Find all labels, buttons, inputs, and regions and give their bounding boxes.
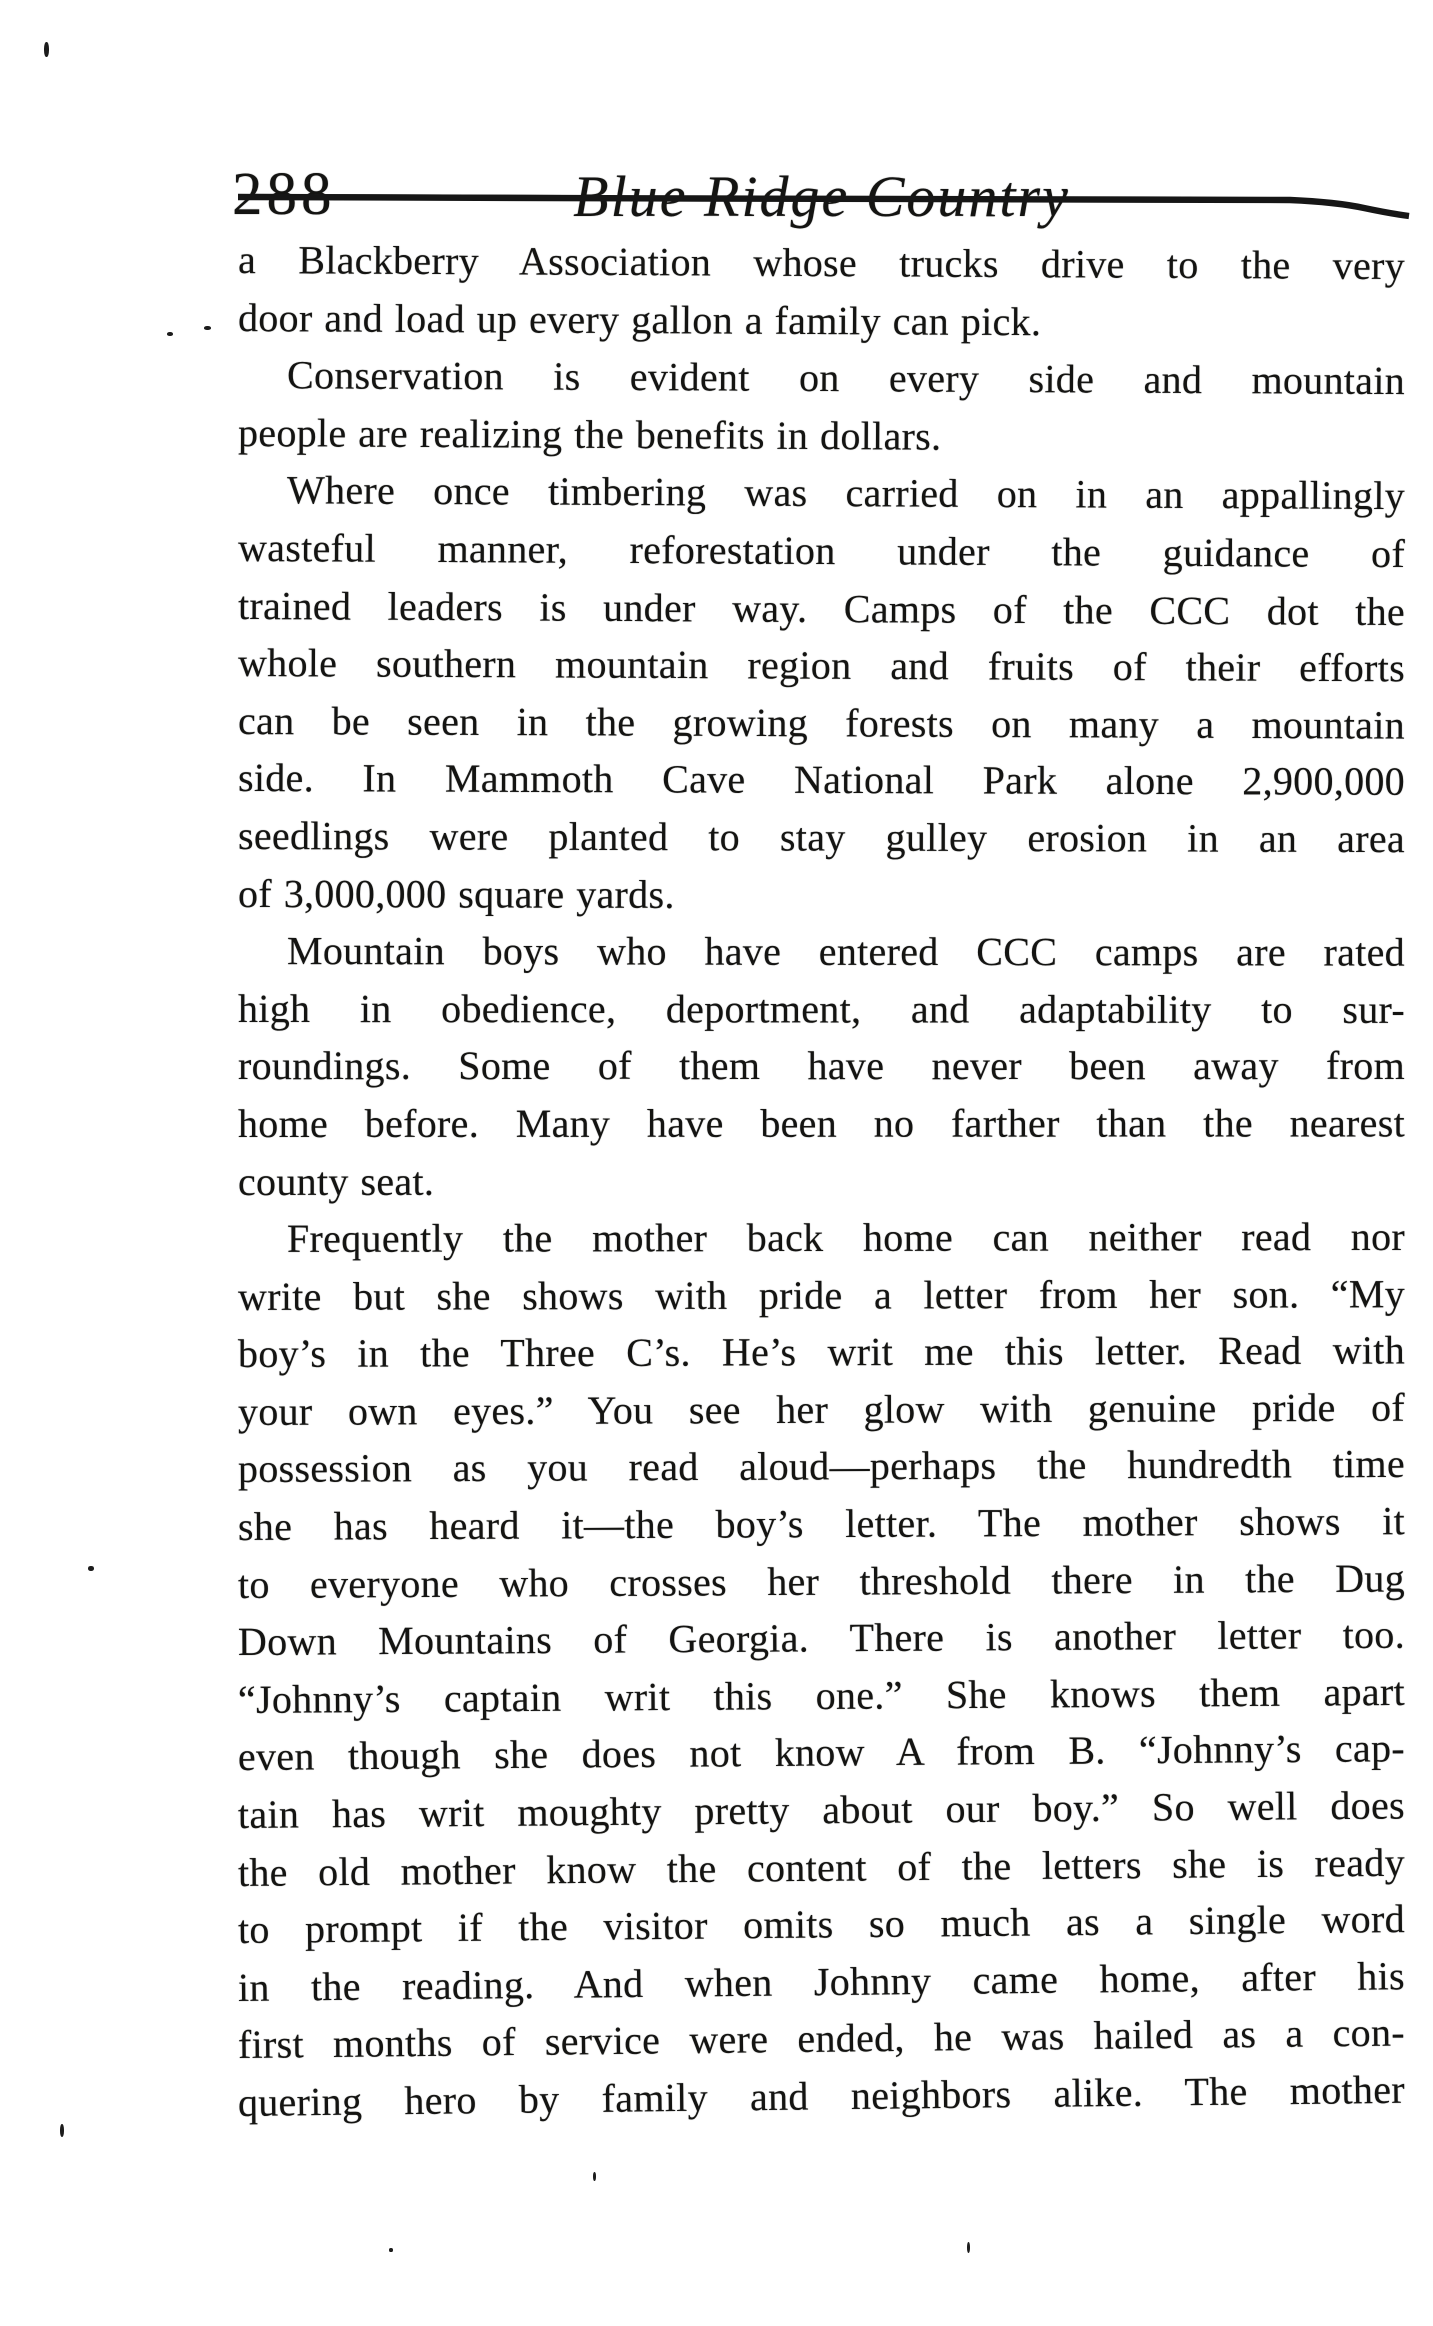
text-block <box>238 231 1405 2132</box>
text-line: door and load up every gallon a family can pick. <box>237 294 1042 344</box>
text-line: home before. Many have been no farther than the nearest <box>237 1100 1406 1146</box>
scan-speck <box>967 2242 970 2253</box>
text-line: of 3,000,000 square yards. <box>237 870 675 917</box>
scan-speck <box>204 326 211 330</box>
text-line: Mountain boys who have entered CCC camps are rated <box>286 928 1406 975</box>
text-line: whole southern mountain region and fruits of their efforts <box>237 640 1406 691</box>
text-line: Down Mountains of Georgia. There is another letter too. <box>237 1611 1406 1665</box>
text-line: the old mother know the content of the letters she is ready <box>237 1839 1406 1895</box>
scan-speck <box>593 2172 596 2181</box>
text-line: your own eyes.” You see her glow with genuine pride of <box>237 1384 1406 1434</box>
text-line: Where once timbering was carried on in an appallingly <box>286 467 1406 519</box>
scan-speck <box>167 332 173 336</box>
text-line: first months of service were ended, he was hailed as a con- <box>237 2009 1406 2068</box>
text-line: boy’s in the Three C’s. He’s writ me this letter. Read with <box>237 1327 1406 1377</box>
text-line: possession as you read aloud—perhaps the hundredth time <box>237 1441 1406 1492</box>
text-line: a Blackberry Association whose trucks drive to the very <box>237 237 1406 289</box>
text-line: seedlings were planted to stay gulley erosion in an area <box>237 812 1406 862</box>
text-line: can be seen in the growing forests on many a mountain <box>237 697 1406 748</box>
text-line: wasteful manner, reforestation under the guidance of <box>237 524 1406 577</box>
scan-speck <box>60 2124 64 2137</box>
text-line: write but she shows with pride a letter from her son. “My <box>237 1270 1406 1319</box>
text-line: roundings. Some of them have never been away from <box>237 1043 1406 1089</box>
text-line: to everyone who crosses her threshold there in the Dug <box>237 1555 1406 1607</box>
text-line: “Johnny’s captain writ this one.” She knows them apart <box>237 1668 1406 1722</box>
scan-speck <box>389 2248 393 2252</box>
running-title: Blue Ridge Country <box>573 164 1070 229</box>
text-line: quering hero by family and neighbors alike. The mother <box>237 2066 1406 2125</box>
scan-speck <box>88 1566 94 1571</box>
scan-speck <box>44 42 49 57</box>
page-header <box>232 148 1405 229</box>
text-line: she has heard it—the boy’s letter. The mother shows it <box>237 1498 1406 1550</box>
text-line: to prompt if the visitor omits so much as a single word <box>237 1896 1406 1953</box>
text-line: county seat. <box>237 1158 435 1204</box>
text-line: Conservation is evident on every side and mountain <box>286 352 1406 404</box>
text-line: even though she does not know A from B. “Johnny’s cap- <box>237 1725 1406 1780</box>
text-line: people are realizing the benefits in dollars. <box>237 409 942 459</box>
text-line: Frequently the mother back home can neither read nor <box>286 1214 1406 1262</box>
page-number: 288 <box>232 161 336 228</box>
text-line: side. In Mammoth Cave National Park alone 2,900,000 <box>237 755 1406 805</box>
text-line: tain has writ moughty pretty about our boy.” So well does <box>237 1782 1406 1838</box>
text-line: in the reading. And when Johnny came home, after his <box>237 1953 1406 2010</box>
text-line: high in obedience, deportment, and adaptability to sur- <box>237 985 1406 1032</box>
text-line: trained leaders is under way. Camps of the CCC dot the <box>237 582 1406 634</box>
